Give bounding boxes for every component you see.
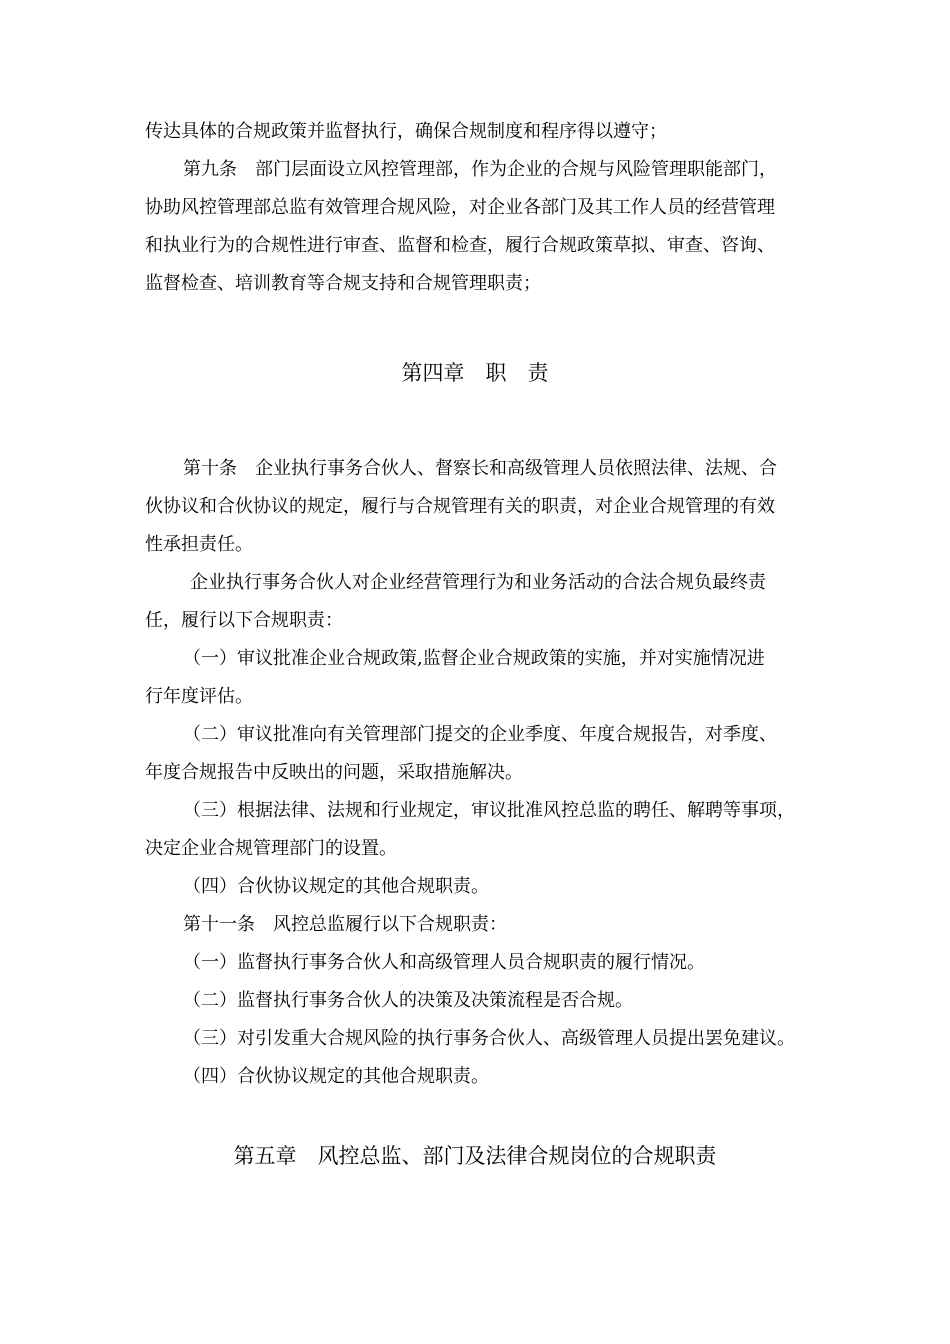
list-item-line: （二）审议批准向有关管理部门提交的企业季度、年度合规报告，对季度、: [183, 724, 777, 745]
list-item-line: （四）合伙协议规定的其他合规职责。: [183, 876, 489, 897]
chapter-5-heading: 第五章 风控总监、部门及法律合规岗位的合规职责: [233, 1144, 717, 1168]
list-item-line: （四）合伙协议规定的其他合规职责。: [183, 1066, 489, 1087]
list-item-line: 年度合规报告中反映出的问题，采取措施解决。: [145, 762, 523, 783]
paragraph-line: 第九条 部门层面设立风控管理部，作为企业的合规与风险管理职能部门，: [183, 159, 777, 180]
paragraph-line: 性承担责任。: [145, 534, 253, 555]
list-item-line: （三）对引发重大合规风险的执行事务合伙人、高级管理人员提出罢免建议。: [183, 1028, 795, 1049]
list-item-line: 行年度评估。: [145, 686, 253, 707]
chapter-4-heading: 第四章 职 责: [401, 361, 549, 385]
paragraph-line: 企业执行事务合伙人对企业经营管理行为和业务活动的合法合规负最终责: [190, 572, 766, 593]
paragraph-line: 协助风控管理部总监有效管理合规风险，对企业各部门及其工作人员的经营管理: [145, 197, 775, 218]
paragraph-line: 第十条 企业执行事务合伙人、督察长和高级管理人员依照法律、法规、合: [183, 458, 777, 479]
paragraph-line: 和执业行为的合规性进行审查、监督和检查，履行合规政策草拟、审查、咨询、: [145, 235, 775, 256]
paragraph-line: 任，履行以下合规职责：: [145, 610, 343, 631]
paragraph-line: 第十一条 风控总监履行以下合规职责：: [183, 914, 507, 935]
list-item-line: 决定企业合规管理部门的设置。: [145, 838, 397, 859]
paragraph-line: 伙协议和合伙协议的规定，履行与合规管理有关的职责，对企业合规管理的有效: [145, 496, 775, 517]
paragraph-line: 监督检查、培训教育等合规支持和合规管理职责；: [145, 273, 541, 294]
list-item-line: （三）根据法律、法规和行业规定，审议批准风控总监的聘任、解聘等事项，: [183, 800, 795, 821]
list-item-line: （一）监督执行事务合伙人和高级管理人员合规职责的履行情况。: [183, 952, 705, 973]
list-item-line: （二）监督执行事务合伙人的决策及决策流程是否合规。: [183, 990, 633, 1011]
list-item-line: （一）审议批准企业合规政策,监督企业合规政策的实施，并对实施情况进: [183, 648, 765, 669]
paragraph-line: 传达具体的合规政策并监督执行，确保合规制度和程序得以遵守；: [145, 121, 667, 142]
